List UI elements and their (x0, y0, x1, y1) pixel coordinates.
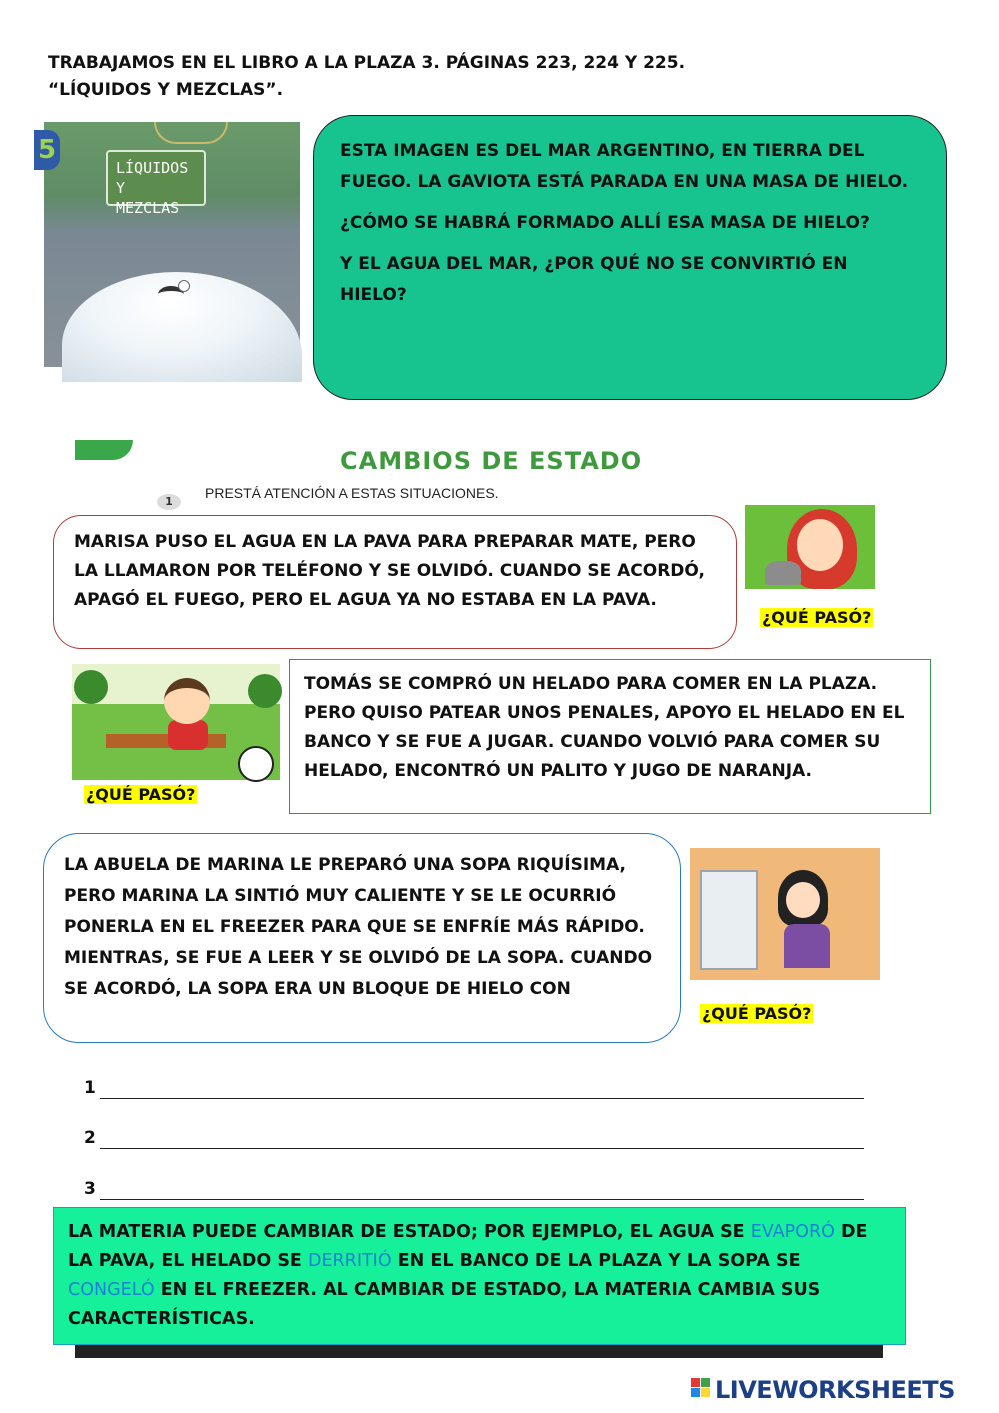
answer-line-3[interactable] (84, 1179, 864, 1203)
answer-number-3: 3 (84, 1179, 96, 1199)
boy-head-shape (164, 678, 210, 724)
cover-ribbon (154, 122, 228, 144)
keyword-derritio: DERRITIÓ (307, 1251, 392, 1271)
intro-question-box (313, 115, 947, 400)
question-label-3: ¿QUÉ PASÓ? (702, 1004, 812, 1023)
summary-box (53, 1207, 906, 1345)
liveworksheets-icon (691, 1378, 711, 1398)
answer-line-1[interactable] (84, 1078, 864, 1102)
answer-line-2[interactable] (84, 1128, 864, 1152)
keyword-evaporo: EVAPORÓ (750, 1222, 835, 1242)
cover-title-line-2: MEZCLAS (116, 199, 180, 217)
tomas-illustration (72, 664, 280, 780)
bench-icon (106, 734, 226, 748)
answer-input-3[interactable] (100, 1199, 864, 1200)
girl-face-shape (786, 882, 820, 918)
question-label-1: ¿QUÉ PASÓ? (762, 608, 872, 627)
summary-text-4: EN EL FREEZER. AL CAMBIAR DE ESTADO, LA MATERIA CAMBIA SUS CARACTERÍSTICAS. (68, 1280, 821, 1329)
summary-text-1: LA MATERIA PUEDE CAMBIAR DE ESTADO; POR EJEMPLO, EL AGUA SE (68, 1222, 751, 1242)
liveworksheets-logo[interactable] (691, 1376, 991, 1404)
girl-body-shape (784, 924, 830, 968)
girl-face-shape (797, 519, 843, 571)
answer-input-2[interactable] (100, 1148, 864, 1149)
worksheet-header (48, 50, 948, 104)
instruction-text: PRESTÁ ATENCIÓN A ESTAS SITUACIONES. (205, 485, 499, 501)
header-line-1: TRABAJAMOS EN EL LIBRO A LA PLAZA 3. PÁGINAS 223, 224 Y 225. (48, 53, 686, 73)
question-label-2: ¿QUÉ PASÓ? (86, 785, 196, 804)
situation-box-3: LA ABUELA DE MARINA LE PREPARÓ UNA SOPA RIQUÍSIMA, PERO MARINA LA SINTIÓ MUY CALIENTE Y SE LE OCURRIÓ PONERLA EN EL FREEZER PARA QUE SE ENFRÍE MÁS RÁPIDO. MIENTRAS, SE FUE A LEER Y SE OLVIDÓ DE LA SOPA. CUANDO SE ACORDÓ, LA SOPA ERA UN BLOQUE DE HIELO CON (43, 833, 681, 1043)
boy-body-shape (168, 720, 208, 750)
cover-title-line-1: LÍQUIDOS Y (116, 159, 189, 197)
marisa-illustration (745, 505, 875, 589)
marina-illustration (690, 848, 880, 980)
answer-number-2: 2 (84, 1128, 96, 1148)
keyword-congelo: CONGELÓ (68, 1280, 155, 1300)
situation-box-1: MARISA PUSO EL AGUA EN LA PAVA PARA PREPARAR MATE, PERO LA LLAMARON POR TELÉFONO Y SE OLVIDÓ. CUANDO SE ACORDÓ, APAGÓ EL FUEGO, PERO EL AGUA YA NO ESTABA EN LA PAVA. (53, 515, 737, 649)
summary-text-3: EN EL BANCO DE LA PLAZA Y LA SOPA SE (391, 1251, 801, 1271)
book-cover-image (37, 122, 300, 367)
header-line-2: “LÍQUIDOS Y MEZCLAS”. (48, 80, 284, 100)
section-title: CAMBIOS DE ESTADO (340, 447, 643, 475)
seagull-head (178, 280, 190, 292)
answer-input-1[interactable] (100, 1098, 864, 1099)
intro-paragraph-3: Y EL AGUA DEL MAR, ¿POR QUÉ NO SE CONVIRTIÓ EN HIELO? (340, 254, 848, 305)
answer-number-1: 1 (84, 1078, 96, 1098)
soccer-ball-icon (238, 746, 274, 782)
intro-paragraph-2: ¿CÓMO SE HABRÁ FORMADO ALLÍ ESA MASA DE HIELO? (340, 213, 870, 233)
cover-number: 5 (34, 130, 60, 170)
cover-title (106, 150, 206, 217)
summary-text-2: DE LA PAVA, EL HELADO SE (68, 1222, 868, 1271)
tree-icon (74, 670, 108, 704)
tree-icon (248, 674, 282, 708)
situation-box-2: TOMÁS SE COMPRÓ UN HELADO PARA COMER EN LA PLAZA. PERO QUISO PATEAR UNOS PENALES, APOYO EL HELADO EN EL BANCO Y SE FUE A JUGAR. CUANDO VOLVIÓ PARA COMER SU HELADO, ENCONTRÓ UN PALITO Y JUGO DE NARANJA. (289, 659, 931, 814)
activity-number-badge: 1 (157, 494, 181, 510)
brand-name: LIVEWORKSHEETS (715, 1376, 955, 1404)
intro-paragraph-1: ESTA IMAGEN ES DEL MAR ARGENTINO, EN TIERRA DEL FUEGO. LA GAVIOTA ESTÁ PARADA EN UNA MASA DE HIELO. (340, 141, 909, 192)
kettle-icon (765, 561, 801, 585)
leaf-decoration (75, 440, 133, 460)
fridge-icon (700, 870, 758, 970)
